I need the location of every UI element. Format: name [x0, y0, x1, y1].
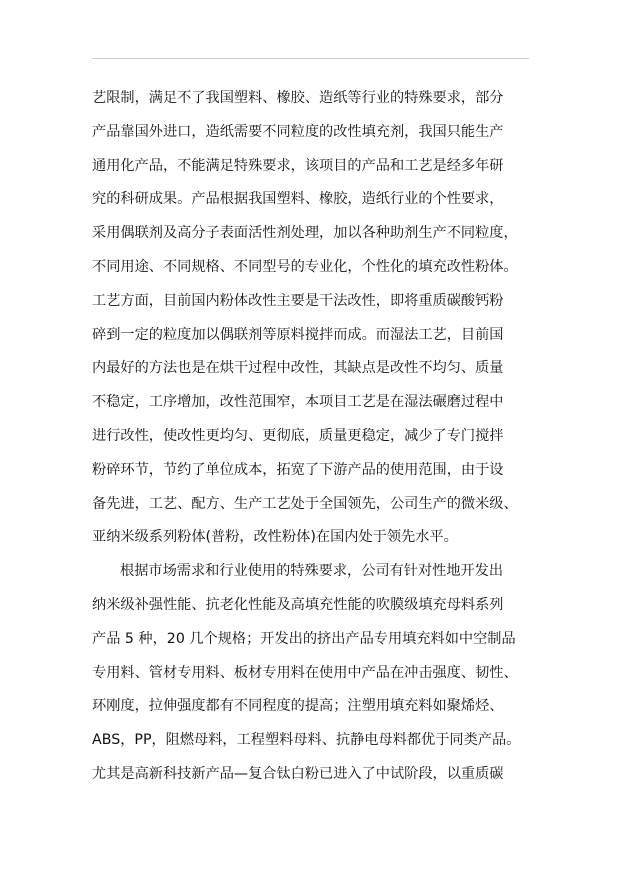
- text-line: 产品 5 种，20 几个规格；开发出的挤出产品专用填充料如中空制品: [92, 630, 516, 647]
- text-line: 产品靠国外进口，造纸需要不同粒度的改性填充剂，我国只能生产: [92, 123, 504, 140]
- text-line: 碎到一定的粒度加以偶联剂等原料搅拌而成。而湿法工艺，目前国: [92, 326, 504, 343]
- text-line: 专用料、管材专用料、板材专用料在使用中产品在冲击强度、韧性、: [92, 664, 518, 681]
- text-line: 进行改性，使改性更均匀、更彻底，质量更稳定，减少了专门搅拌: [92, 427, 504, 444]
- text-line: 纳米级补强性能、抗老化性能及高填充性能的吹膜级填充母料系列: [92, 596, 504, 613]
- text-line: 究的科研成果。产品根据我国塑料、橡胶，造纸行业的个性要求，: [92, 191, 504, 208]
- text-line: 粉碎环节，节约了单位成本，拓宽了下游产品的使用范围，由于设: [92, 461, 504, 478]
- text-line: 备先进，工艺、配方、生产工艺处于全国领先，公司生产的微米级、: [92, 495, 518, 512]
- header-rule: [92, 58, 529, 59]
- text-line: 内最好的方法也是在烘干过程中改性，其缺点是改性不均匀、质量: [92, 360, 504, 377]
- text-line: 通用化产品，不能满足特殊要求，该项目的产品和工艺是经多年研: [92, 157, 504, 174]
- paragraph-start-line: 根据市场需求和行业使用的特殊要求，公司有针对性地开发出: [120, 563, 504, 580]
- text-line: 采用偶联剂及高分子表面活性剂处理，加以各种助剂生产不同粒度，: [92, 225, 518, 242]
- text-line: 艺限制，满足不了我国塑料、橡胶、造纸等行业的特殊要求，部分: [92, 90, 504, 106]
- text-line: 亚纳米级系列粉体(普粉，改性粉体)在国内处于领先水平。: [92, 529, 458, 546]
- text-line: 工艺方面，目前国内粉体改性主要是干法改性，即将重质碳酸钙粉: [92, 292, 504, 309]
- text-line: 不同用途、不同规格、不同型号的专业化，个性化的填充改性粉体。: [92, 258, 518, 275]
- text-line: 环刚度，拉伸强度都有不同程度的提高；注塑用填充料如聚烯烃、: [92, 698, 504, 715]
- text-line: 不稳定，工序增加，改性范围窄，本项目工艺是在湿法碾磨过程中: [92, 394, 504, 411]
- text-line: 尤其是高新科技新产品—复合钛白粉已进入了中试阶段，以重质碳: [92, 765, 504, 782]
- document-body: [92, 82, 532, 792]
- text-line: ABS，PP，阻燃母料，工程塑料母料、抗静电母料都优于同类产品。: [92, 732, 521, 749]
